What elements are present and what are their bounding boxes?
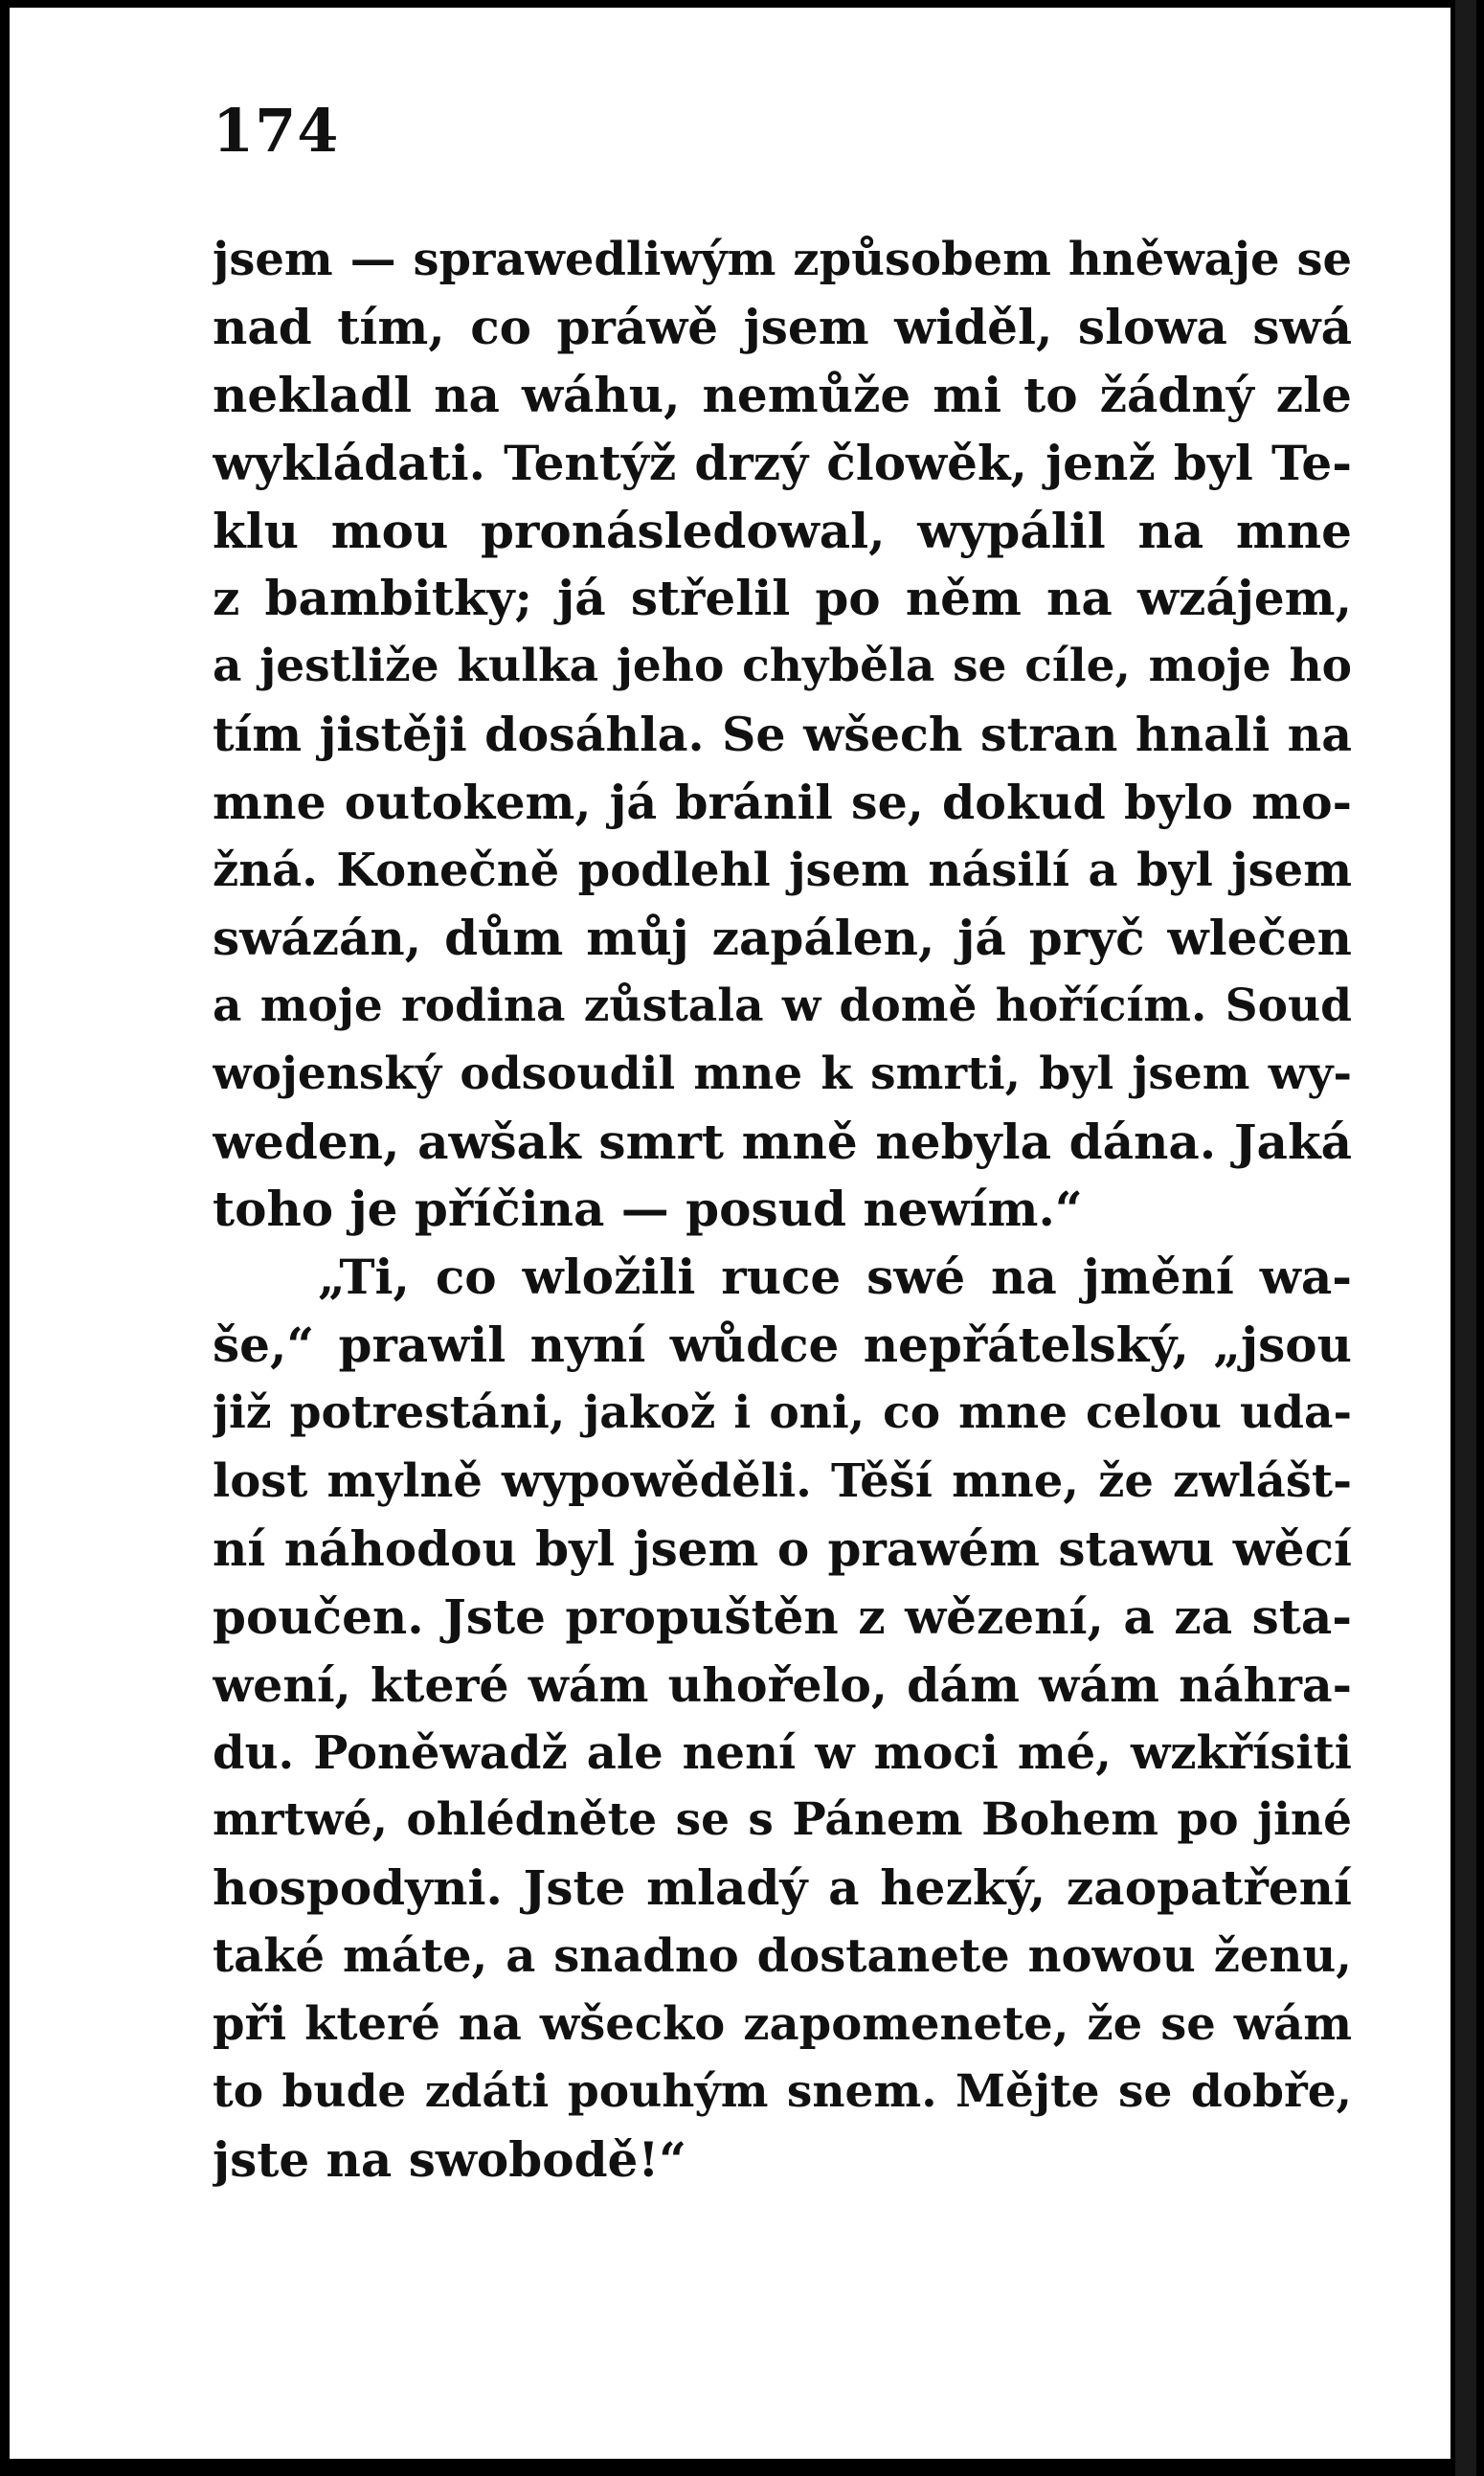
text-line: klu mou pronásledowal, wypálil na mne <box>213 502 1352 559</box>
text-line: již potrestáni, jakož i oni, co mne celou uda- <box>213 1386 1352 1440</box>
text-line: swázán, dům můj zapálen, já pryč wlečen <box>213 909 1352 966</box>
text-line: nad tím, co práwě jsem widěl, slowa swá <box>213 298 1352 355</box>
text-line: weden, awšak smrt mně nebyla dána. Jaká <box>213 1113 1352 1170</box>
text-line: tím jistěji dosáhla. Se wšech stran hnali na <box>213 707 1352 763</box>
text-line: mne outokem, já bránil se, dokud bylo mo- <box>213 775 1352 831</box>
paragraph-end-line: jste na swobodě!“ <box>213 2130 687 2188</box>
text-line: při které na wšecko zapomenete, že se wám <box>213 1997 1352 2052</box>
text-line: wení, které wám uhořelo, dám wám náhra- <box>213 1656 1352 1713</box>
text-line: z bambitky; já střelil po něm na wzájem, <box>213 570 1352 627</box>
text-line: a jestliže kulka jeho chyběla se cíle, moje ho <box>213 640 1352 693</box>
text-line: poučen. Jste propuštěn z wězení, a za sta- <box>213 1587 1352 1645</box>
text-line: jsem — sprawedliwým způsobem hněwaje se <box>213 233 1352 286</box>
text-line: še,“ prawil nyní wůdce nepřátelský, „jsou <box>213 1317 1352 1374</box>
text-line: žná. Konečně podlehl jsem násilí a byl jsem <box>213 844 1352 898</box>
body-text <box>213 226 1352 2195</box>
text-line: wojenský odsoudil mne k smrti, byl jsem wy- <box>213 1047 1352 1100</box>
text-line: wykládati. Tentýž drzý člowěk, jenž byl Te- <box>213 434 1352 491</box>
page-edge-shadow <box>1455 0 1476 2476</box>
text-line: to bude zdáti pouhým snem. Mějte se dobře, <box>213 2065 1352 2119</box>
text-line: nekladl na wáhu, nemůže mi to žádný zle <box>213 366 1352 423</box>
text-line: také máte, a snadno dostanete nowou ženu, <box>213 1929 1352 1984</box>
text-line: du. Poněwadž ale není w moci mé, wzkřísiti <box>213 1725 1352 1780</box>
text-line: mrtwé, ohlédněte se s Pánem Bohem po jiné <box>213 1793 1352 1847</box>
text-line: a moje rodina zůstala w domě hořícím. Soud <box>213 979 1352 1032</box>
page-number: 174 <box>213 96 340 166</box>
paragraph-start-line: „Ti, co wložili ruce swé na jmění wa- <box>318 1249 1352 1306</box>
text-line: ní náhodou byl jsem o prawém stawu wěcí <box>213 1519 1352 1577</box>
text-line: hospodyni. Jste mladý a hezký, zaopatření <box>213 1859 1352 1917</box>
text-line: lost mylně wypowěděli. Těší mne, že zwlášt- <box>213 1454 1352 1509</box>
paragraph-end-line: toho je příčina — posud newím.“ <box>213 1181 1083 1238</box>
